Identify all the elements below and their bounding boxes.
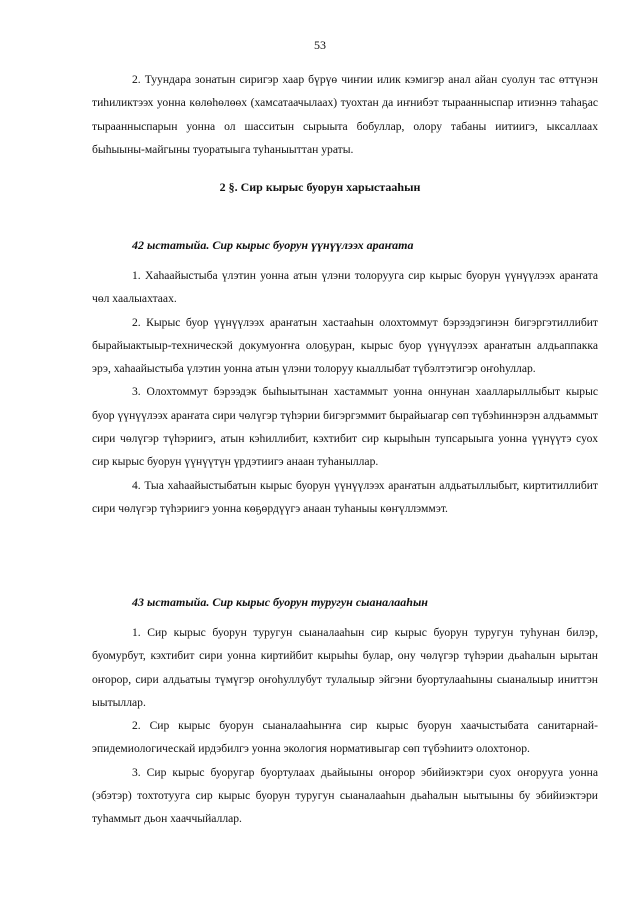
intro-paragraph: 2. Туундара зонатын сиригэр хаар бүрүө чиҥии илик кэмигэр анал айан суолун тас өттүнэн тиһиликтээх уонна көлөһөлөөх (хамсатаачылаах) туохтан да иҥнибэт тыраанныспар итиэннэ таһаҕас тыраанныспарын уонна ол шасситын сырыыта бобуллар, олору табаны иитиигэ, ыксаллаах быһыыны-майгыны туоратыыга туһаныыттан ураты. bbox=[92, 73, 598, 156]
article-43-paragraph: 2. Сир кырыс буорун сыаналааһыҥҥа сир кырыс буорун хаачыстыбата санитарнай-эпидемиологическай ирдэбилгэ уонна экология нормативыгар сөп түбэһиитэ олохтонор. bbox=[92, 719, 598, 756]
intro-paragraph-block bbox=[92, 68, 598, 161]
article-42-paragraph: 2. Кырыс буор үүнүүлээх араҥатын хастааһын олохтоммут бэрээдэгинэн бигэргэтиллибит бырайыактыыр-техническэй докумуоҥҥа олоҕуран, кырыс буор үүнүүлээх араҥатын алдьаппакка эрэ, хаһаайыстыба үлэтин уонна атын үлэни толоруу кыаллыбат түбэлтэтигэр оҥоһуллар. bbox=[92, 315, 598, 376]
article-43-paragraph: 3. Сир кырыс буоругар буортулаах дьайыыны оҥорор эбийиэктэри суох оҥорууга уонна (эбэтэр) тохтотууга сир кырыс буорун туругун сыаналааһын дьаһалын ыытыыны бу эбийиэктэри туһаммыт дьон хааччыйаллар. bbox=[92, 765, 598, 826]
article-42-paragraph: 4. Тыа хаһаайыстыбатын кырыс буорун үүнүүлээх араҥатын алдьатыллыбыт, киртитиллибит сири чөлүгэр түһэриигэ уонна көҕөрдүүгэ анаан туһаныы көҥүллэммэт. bbox=[92, 478, 598, 515]
article-42-body bbox=[92, 264, 598, 520]
page-number: 53 bbox=[314, 38, 326, 52]
article-42-heading: 42 ыстатыйа. Сир кырыс буорун үүнүүлээх араҥата bbox=[132, 238, 414, 252]
article-43-paragraph: 1. Сир кырыс буорун туругун сыаналааһын сир кырыс буорун туругун туһунан билэр, буомурбут, кэхтибит сири уонна киртийбит кырыһы булар, ону чөлүгэр түһэрии дьаһалын ырытан оҥорор, сири алдьатыы түмүгэр оҥоһуллубут тулалыыр эйгэни буортулааһыны сыаналыыр иниттэн ыытыллар. bbox=[92, 626, 598, 709]
section-title: 2 §. Сир кырыс буорун харыстааһын bbox=[219, 180, 421, 194]
article-42-paragraph: 1. Хаһаайыстыба үлэтин уонна атын үлэни толорууга сир кырыс буорун үүнүүлээх араҥата чөл хаалыахтаах. bbox=[92, 269, 598, 306]
article-43-heading: 43 ыстатыйа. Сир кырыс буорун туругун сыаналааһын bbox=[132, 595, 428, 609]
article-42-paragraph: 3. Олохтоммут бэрээдэк быһыытынан хастаммыт уонна оннунан хаалларыллыбыт кырыс буор үүнүүлээх араҥата сири чөлүгэр түһэрии бигэргэммит бырайыагар сөп түбэһиннэрэн алдьаммыт сири чөлүгэр түһэриигэ, атын кэһиллибит, кэхтибит сир кырыһын тупсарыыга уонна үүнүүтэ суох сир кырыс буорун үүнүүтүн үрдэтиигэ анаан туһаныллар. bbox=[92, 385, 598, 469]
article-43-body bbox=[92, 621, 598, 831]
